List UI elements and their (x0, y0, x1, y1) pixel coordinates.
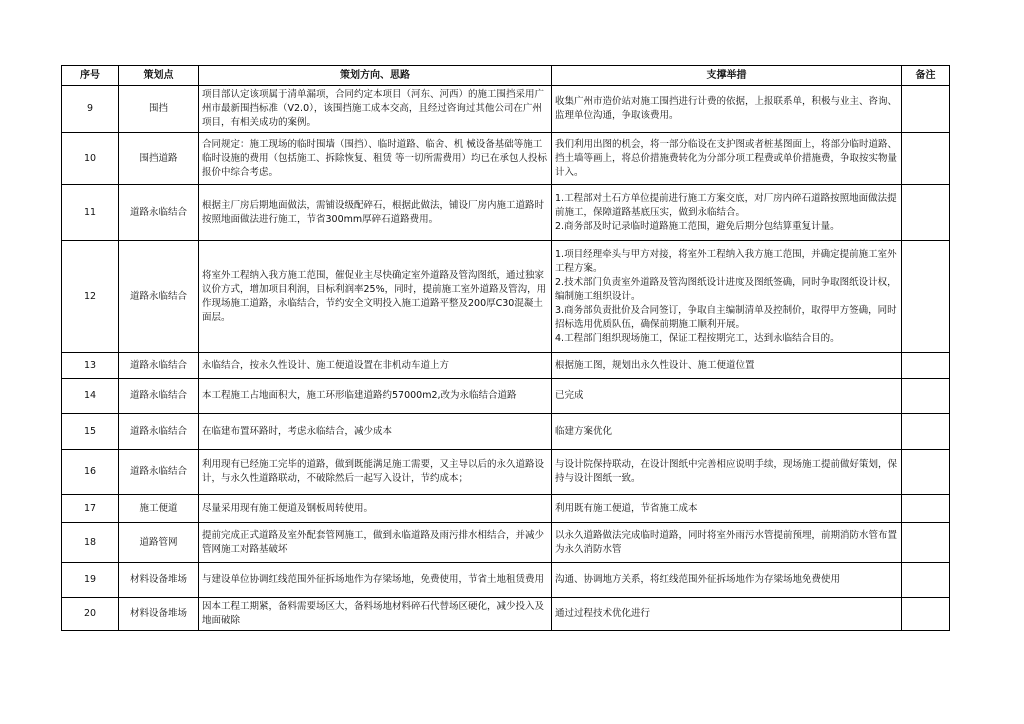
row-point: 道路永临结合 (119, 353, 199, 379)
header-measures: 支撑举措 (552, 66, 902, 86)
row-measures: 通过过程技术优化进行 (552, 598, 902, 631)
row-measures: 已完成 (552, 379, 902, 414)
row-point: 道路永临结合 (119, 185, 199, 241)
header-remark: 备注 (902, 66, 950, 86)
row-remark (902, 450, 950, 495)
row-point: 材料设备堆场 (119, 563, 199, 598)
row-remark (902, 133, 950, 185)
row-measures: 与设计院保持联动，在设计图纸中完善相应说明手续，现场施工提前做好策划，保持与设计图纸一致。 (552, 450, 902, 495)
row-measures: 临建方案优化 (552, 414, 902, 450)
row-point: 道路管网 (119, 523, 199, 563)
row-direction: 在临建布置环路时，考虑永临结合，减少成本 (199, 414, 552, 450)
row-no: 18 (62, 523, 119, 563)
row-remark (902, 598, 950, 631)
table-row (62, 598, 950, 631)
row-remark (902, 414, 950, 450)
row-direction: 根据主厂房后期地面做法，需铺设级配碎石，根据此做法，铺设厂房内施工道路时按照地面做法进行施工，节省300mm厚碎石道路费用。 (199, 185, 552, 241)
table-row (62, 185, 950, 241)
row-remark (902, 86, 950, 133)
table-row (62, 133, 950, 185)
row-direction: 因本工程工期紧，备料需要场区大，备料场地材料碎石代替场区硬化，减少投入及地面破除 (199, 598, 552, 631)
row-direction: 提前完成正式道路及室外配套管网施工，做到永临道路及雨污排水相结合，并减少管网施工对路基破坏 (199, 523, 552, 563)
row-direction: 本工程施工占地面积大，施工环形临建道路约57000m2,改为永临结合道路 (199, 379, 552, 414)
table-row (62, 563, 950, 598)
row-direction: 利用现有已经施工完毕的道路，做到既能满足施工需要，又主导以后的永久道路设计，与永久性道路联动，不破除然后一起写入设计，节约成本； (199, 450, 552, 495)
row-no: 13 (62, 353, 119, 379)
row-remark (902, 241, 950, 353)
header-no: 序号 (62, 66, 119, 86)
table-row (62, 450, 950, 495)
row-measures: 根据施工图，规划出永久性设计、施工便道位置 (552, 353, 902, 379)
table-row (62, 523, 950, 563)
row-no: 20 (62, 598, 119, 631)
table-row (62, 353, 950, 379)
row-direction: 将室外工程纳入我方施工范围，催促业主尽快确定室外道路及管沟图纸，通过独家议价方式，增加项目利润，目标利润率25%，同时，提前施工室外道路及管沟，用作现场施工道路，永临结合，节约安全文明投入施工道路平整及200厚C30混凝土面层。 (199, 241, 552, 353)
row-no: 11 (62, 185, 119, 241)
row-point: 围挡 (119, 86, 199, 133)
row-direction: 永临结合，按永久性设计、施工便道设置在非机动车道上方 (199, 353, 552, 379)
row-remark (902, 523, 950, 563)
header-point: 策划点 (119, 66, 199, 86)
table-row (62, 379, 950, 414)
row-measures: 以永久道路做法完成临时道路，同时将室外雨污水管提前预埋，前期消防水管布置为永久消防水管 (552, 523, 902, 563)
header-direction: 策划方向、思路 (199, 66, 552, 86)
row-point: 围挡道路 (119, 133, 199, 185)
row-measures: 利用既有施工便道，节省施工成本 (552, 495, 902, 523)
row-measures: 1.工程部对土石方单位提前进行施工方案交底，对厂房内碎石道路按照地面做法提前施工，保障道路基底压实，做到永临结合。 2.商务部及时记录临时道路施工范围，避免后期分包结算重复计量。 (552, 185, 902, 241)
row-measures: 收集广州市造价站对施工围挡进行计费的依据，上报联系单，积极与业主、咨询、监理单位沟通，争取该费用。 (552, 86, 902, 133)
row-point: 材料设备堆场 (119, 598, 199, 631)
row-no: 19 (62, 563, 119, 598)
table-row (62, 495, 950, 523)
row-point: 道路永临结合 (119, 414, 199, 450)
row-measures: 1.项目经理牵头与甲方对接，将室外工程纳入我方施工范围，并确定提前施工室外工程方案。 2.技术部门负责室外道路及管沟图纸设计进度及图纸签确，同时争取图纸设计权，编制施工组织设计。 3.商务部负责批价及合同签订，争取自主编制清单及控制价，取得甲方签确，同时招标选用优质队伍，确保前期施工顺利开展。 4.工程部门组织现场施工，保证工程按期完工，达到永临结合目的。 (552, 241, 902, 353)
row-direction: 合同规定：施工现场的临时围墙（围挡）、临时道路、临舍、机 械设备基础等施工临时设施的费用（包括施工、拆除恢复、租赁 等一切所需费用）均已在承包人投标报价中综合考虑。 (199, 133, 552, 185)
table-row (62, 86, 950, 133)
row-remark (902, 379, 950, 414)
row-remark (902, 495, 950, 523)
row-no: 10 (62, 133, 119, 185)
row-point: 道路永临结合 (119, 450, 199, 495)
row-no: 12 (62, 241, 119, 353)
row-measures: 沟通、协调地方关系，将红线范围外征拆场地作为存梁场地免费使用 (552, 563, 902, 598)
table-row (62, 241, 950, 353)
row-remark (902, 185, 950, 241)
row-no: 9 (62, 86, 119, 133)
header-row (62, 66, 950, 86)
table-row (62, 414, 950, 450)
row-direction: 与建设单位协调红线范围外征拆场地作为存梁场地，免费使用，节省土地租赁费用 (199, 563, 552, 598)
row-direction: 尽量采用现有施工便道及钢板周转使用。 (199, 495, 552, 523)
row-direction: 项目部认定该项属于清单漏项，合同约定本项目（河东、河西）的施工围挡采用广州市最新围挡标准（V2.0），该围挡施工成本交高，且经过咨询过其他公司在广州项目，有相关成功的案例。 (199, 86, 552, 133)
row-no: 16 (62, 450, 119, 495)
row-no: 14 (62, 379, 119, 414)
row-remark (902, 563, 950, 598)
row-point: 施工便道 (119, 495, 199, 523)
row-no: 15 (62, 414, 119, 450)
row-point: 道路永临结合 (119, 241, 199, 353)
planning-table (61, 65, 950, 631)
row-measures: 我们利用出图的机会，将一部分临设在支护图或者桩基图面上，将部分临时道路、挡土墙等画上，将总价措施费转化为分部分项工程费或单价措施费，争取按实物量计入。 (552, 133, 902, 185)
row-no: 17 (62, 495, 119, 523)
row-point: 道路永临结合 (119, 379, 199, 414)
row-remark (902, 353, 950, 379)
